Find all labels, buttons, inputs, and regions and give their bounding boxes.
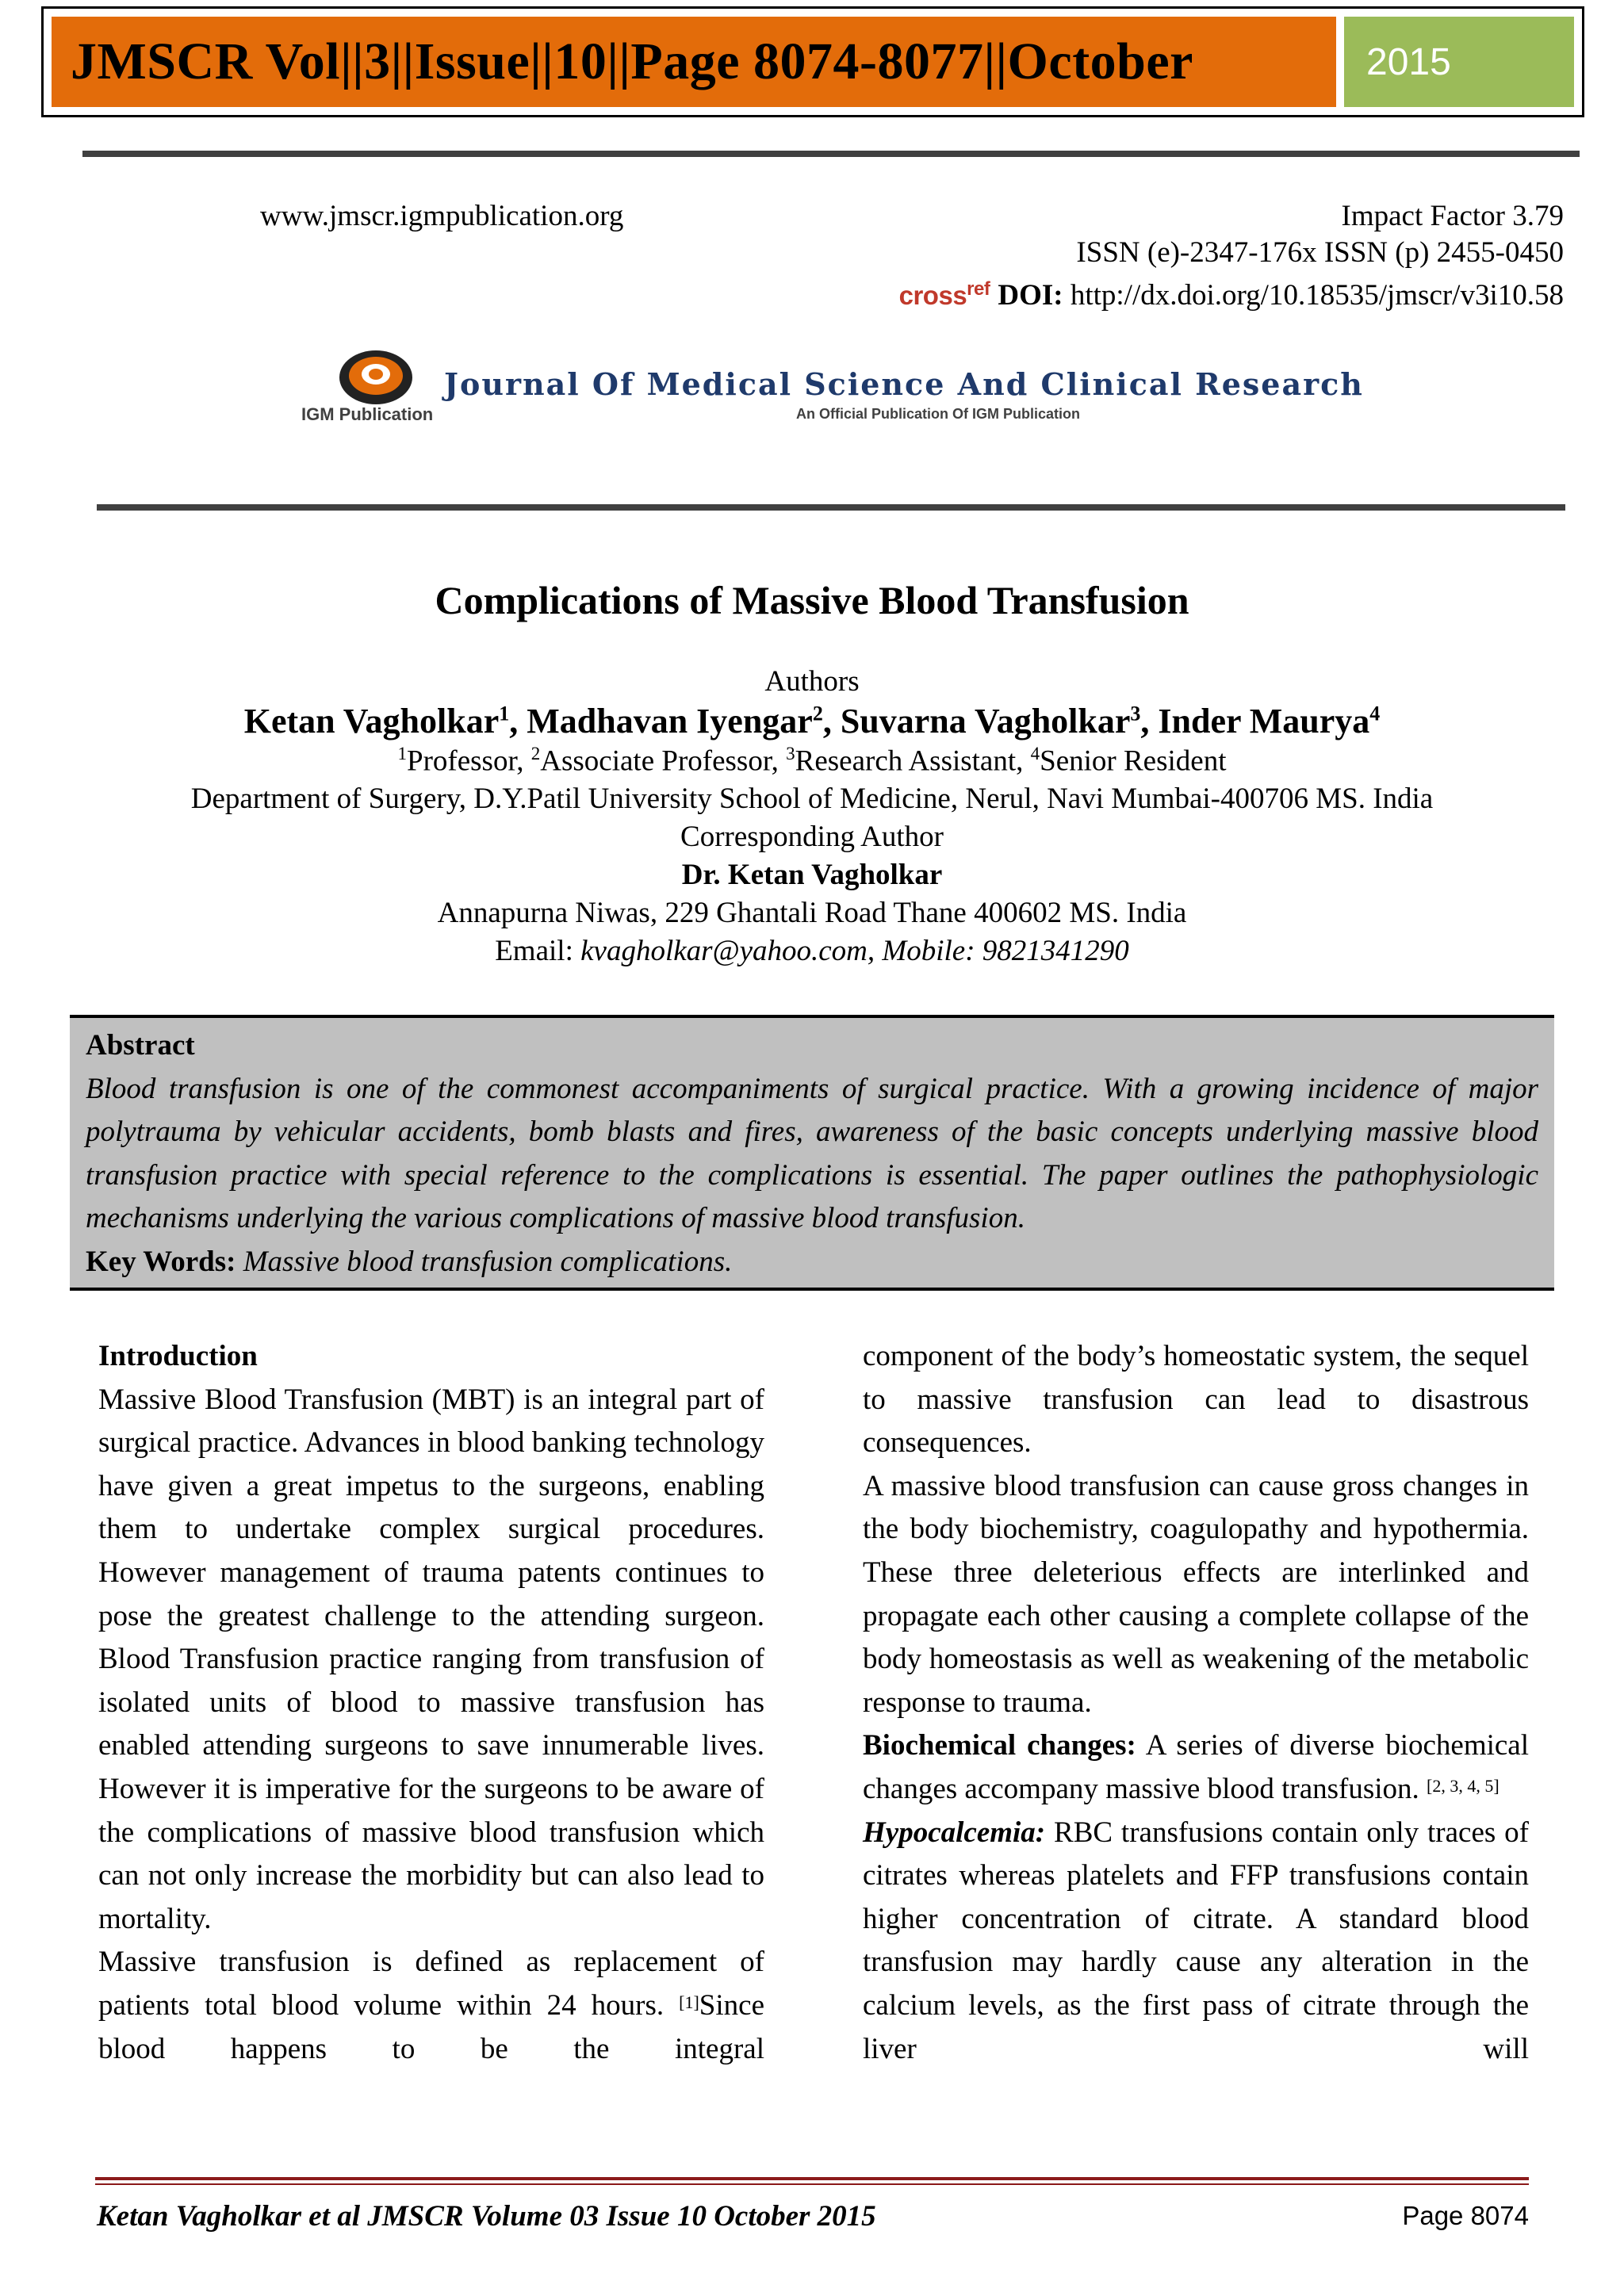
banner-journal-line <box>52 17 1336 107</box>
article-title: Complications of Massive Blood Transfusion <box>435 578 1189 622</box>
doi-link[interactable]: http://dx.doi.org/10.18535/jmscr/v3i10.58 <box>1070 279 1564 312</box>
doi-label: DOI: <box>998 279 1063 312</box>
citation-ref: [1] <box>679 1992 699 2012</box>
citation-ref: [2, 3, 4, 5] <box>1427 1775 1500 1796</box>
abstract-box <box>70 1015 1554 1291</box>
author-list: Ketan Vagholkar$^1$, Madhavan Iyengar$^2$, Suvarna Vagholkar$^3$, Inder Maurya$^4$ <box>243 702 1381 740</box>
title-divider <box>97 504 1565 511</box>
footer-citation: Ketan Vagholkar et al JMSCR Volume 03 Issue 10 October 2015 <box>97 2200 876 2233</box>
banner-year-box <box>1344 17 1574 107</box>
authors-label: Authors <box>764 665 860 698</box>
paragraph: component of the body’s homeostatic system, the sequel to massive transfusion can lead to disastrous consequences. <box>863 1340 1529 1460</box>
logo-journal-name: Journal Of Medical Science And Clinical Research <box>444 366 1364 402</box>
paragraph: A massive blood transfusion can cause gross changes in the body biochemistry, coagulopathy and hypothermia. These three deleterious effects are interlinked and propagate each other causing a complete collapse of the body homeostasis as well as weakening of the metabolic response to trauma. <box>863 1469 1529 1719</box>
impact-factor: Impact Factor 3.79 <box>1341 200 1564 232</box>
subheading-hypocalcemia: Hypocalcemia: <box>863 1816 1046 1849</box>
keywords-label: Key Words: <box>86 1245 236 1278</box>
subheading-biochemical: Biochemical changes: <box>863 1729 1136 1762</box>
author-name: Ketan Vagholkar <box>243 702 500 740</box>
author-roles: $^1$Professor, $^2$Associate Professor, $^3$Research Assistant, $^4$Senior Resident <box>397 744 1227 778</box>
keywords-text: Massive blood transfusion complications. <box>243 1245 733 1278</box>
journal-issue-text: JMSCR Vol||3||Issue||10||Page 8074-8077||October <box>71 33 1193 90</box>
email-value[interactable]: kvagholkar@yahoo.com, Mobile: 9821341290 <box>580 935 1129 967</box>
igm-logo-icon <box>336 346 422 409</box>
section-heading-introduction: Introduction <box>98 1340 258 1372</box>
author-name: Suvarna Vagholkar <box>840 702 1131 740</box>
author-name: Madhavan Iyengar <box>527 702 813 740</box>
journal-meta-block <box>899 198 1564 314</box>
paragraph: Massive Blood Transfusion (MBT) is an integral part of surgical practice. Advances in blood banking technology have given a great impetus to the surgeons, enabling them to undertake complex surgical procedures. However management of trauma patents continues to pose the greatest challenge to the attending surgeon. Blood Transfusion practice ranging from transfusion of isolated units of blood to massive transfusion has enabled attending surgeons to save innumerable lives. However it is imperative for the surgeons to be aware of the complications of massive blood transfusion which can not only increase the morbidity but can also lead to mortality. <box>98 1383 764 1935</box>
doi-line <box>899 271 1564 314</box>
abstract-text: Blood transfusion is one of the commonest accompaniments of surgical practice. With a growing incidence of major polytrauma by vehicular accidents, bomb blasts and fires, awareness of the basic concepts underlying massive blood transfusion practice with special reference to the complications is essential. The paper outlines the pathophysiologic mechanisms underlying the various complications of massive blood transfusion. <box>86 1072 1538 1234</box>
logo-publisher-text: IGM Publication <box>301 404 434 424</box>
logo-tagline: An Official Publication Of IGM Publication <box>796 406 1081 422</box>
author-name: Inder Maurya <box>1158 702 1370 740</box>
page-number: Page 8074 <box>1402 2201 1529 2230</box>
keywords-line <box>86 1241 1538 1284</box>
corresponding-label: Corresponding Author <box>680 821 944 853</box>
body-column-left <box>98 1335 764 2071</box>
header-divider <box>82 151 1580 157</box>
paragraph: Massive transfusion is defined as replacement of patients total blood volume within 24 hours. [1]Since blood happens to be the integral <box>98 1946 764 2065</box>
journal-banner <box>41 6 1584 117</box>
corresponding-name: Dr. Ketan Vagholkar <box>681 859 943 891</box>
issn-line: ISSN (e)-2347-176x ISSN (p) 2455-0450 <box>1076 236 1564 269</box>
paragraph: Biochemical changes: A series of diverse biochemical changes accompany massive blood transfusion. [2, 3, 4, 5] <box>863 1729 1530 1805</box>
footer-divider-thin <box>95 2183 1529 2185</box>
footer-divider <box>95 2177 1529 2180</box>
department: Department of Surgery, D.Y.Patil University School of Medicine, Nerul, Navi Mumbai-400706 MS. India <box>190 783 1434 815</box>
banner-year-text: 2015 <box>1366 40 1451 83</box>
crossref-logo: cross$^{ref}$ <box>898 278 990 310</box>
corresponding-address: Annapurna Niwas, 229 Ghantali Road Thane 400602 MS. India <box>437 897 1187 929</box>
contact-line <box>0 934 1624 968</box>
journal-url[interactable]: www.jmscr.igmpublication.org <box>260 200 624 232</box>
body-column-right <box>863 1335 1529 2071</box>
abstract-heading: Abstract <box>86 1029 195 1062</box>
email-label: Email: <box>495 935 581 967</box>
paragraph: Hypocalcemia: RBC transfusions contain only traces of citrates whereas platelets and FFP transfusions contain higher concentration of citrate. A standard blood transfusion may hardly cause any alteration in the calcium levels, as the first pass of citrate through the liver will <box>863 1816 1529 2065</box>
